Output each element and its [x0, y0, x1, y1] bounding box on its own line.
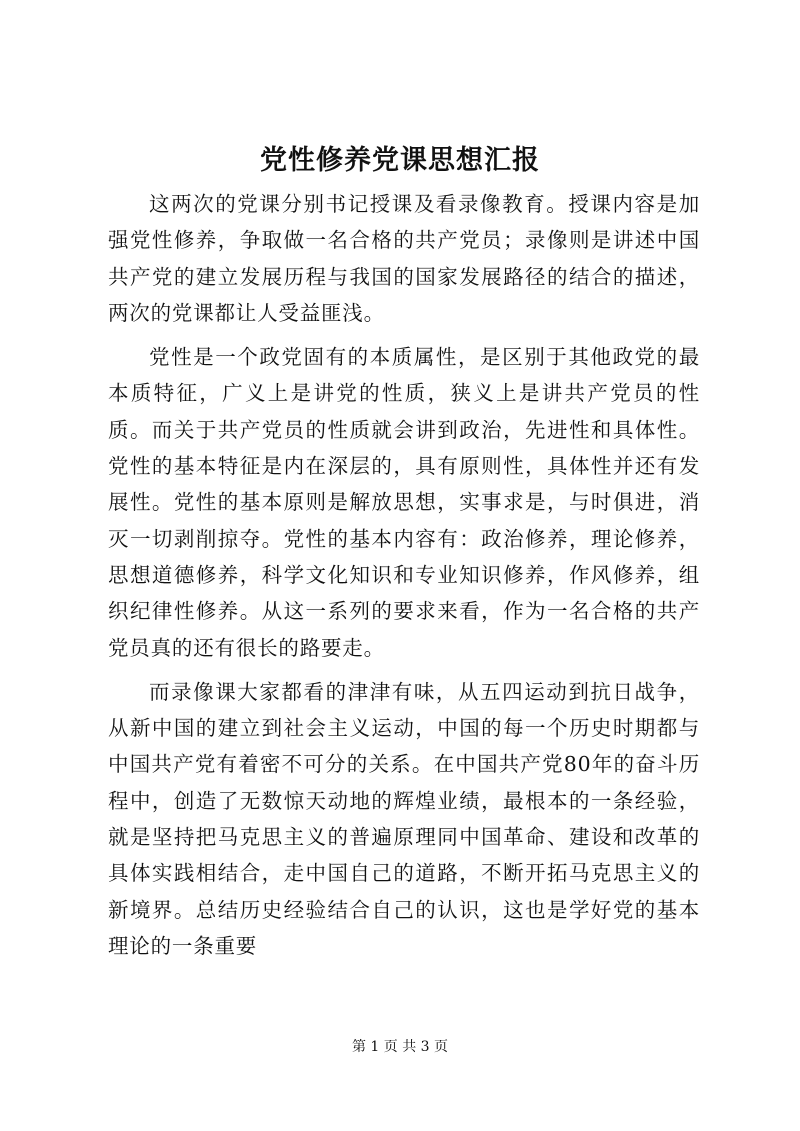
page-number-footer: 第 1 页 共 3 页 [351, 1039, 449, 1055]
document-title: 党性修养党课思想汇报 [260, 145, 540, 176]
paragraph-2: 党性是一个政党固有的本质属性，是区别于其他政党的最本质特征，广义上是讲党的性质，狭义上是讲共产党员的性质。而关于共产党员的性质就会讲到政治，先进性和具体性。党性的基本特征是内在深层的，具有原则性，具体性并还有发展性。党性的基本原则是解放思想，实事求是，与时俱进，消灭一切剥削掠夺。党性的基本内容有：政治修养，理论修养，思想道德修养，科学文化知识和专业知识修养，作风修养，组织纪律性修养。从这一系列的要求来看，作为一名合格的共产党员真的还有很长的路要走。 [108, 345, 700, 660]
paragraph-1: 这两次的党课分别书记授课及看录像教育。授课内容是加强党性修养，争取做一名合格的共产党员；录像则是讲述中国共产党的建立发展历程与我国的国家发展路径的结合的描述，两次的党课都让人受益匪浅。 [108, 192, 700, 325]
document-body [108, 186, 700, 972]
paragraph-3: 而录像课大家都看的津津有味，从五四运动到抗日战争，从新中国的建立到社会主义运动，中国的每一个历史时期都与中国共产党有着密不可分的关系。在中国共产党80年的奋斗历程中，创造了无数惊天动地的辉煌业绩，最根本的一条经验，就是坚持把马克思主义的普遍原理同中国革命、建设和改革的具体实践相结合，走中国自己的道路，不断开拓马克思主义的新境界。总结历史经验结合自己的认识，这也是学好党的基本理论的一条重要 [108, 679, 700, 958]
